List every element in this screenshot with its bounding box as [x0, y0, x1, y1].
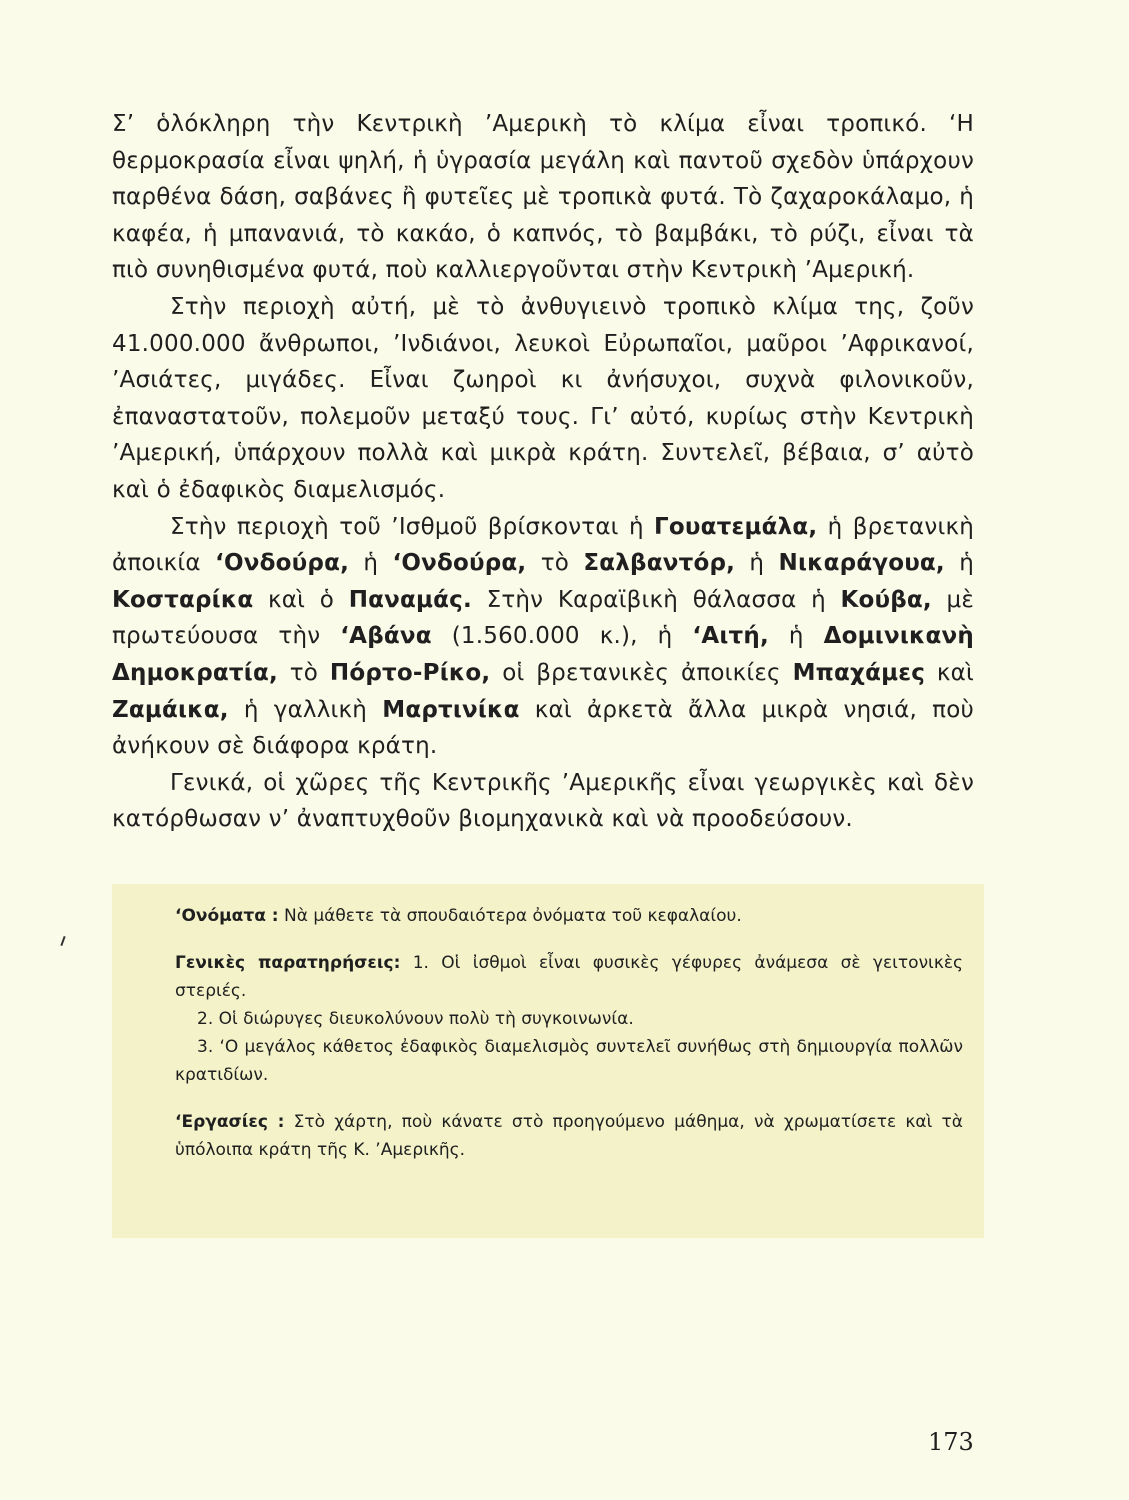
country-name: Κοσταρίκα [112, 586, 254, 613]
paragraph-text: καὶ ὁ [253, 586, 349, 613]
stray-mark [60, 936, 65, 946]
country-name: Πόρτο-Ρίκο, [329, 659, 491, 686]
exercise-box-content [175, 902, 963, 1164]
names-section [175, 902, 963, 930]
country-name: Παναμάς. [348, 586, 472, 613]
paragraph-countries [112, 509, 974, 765]
paragraph-text: ἡ [944, 550, 974, 577]
paragraph-text: Στὴν Καραϊβικὴ θάλασσα ἡ [471, 586, 841, 613]
country-name: Δομινικανὴ Δημοκρατία, [112, 623, 974, 686]
paragraph-summary: Γενικά, οἱ χῶρες τῆς Κεντρικῆς ’Αμερικῆς εἶναι γεωργικὲς καὶ δὲν κατόρθωσαν ν’ ἀναπτυχθοῦν βιομηχανικὰ καὶ νὰ προοδεύσουν. [112, 769, 974, 833]
paragraph-text: (1.560.000 κ.), ἡ [431, 623, 693, 650]
paragraph-climate: Σ’ ὁλόκληρη τὴν Κεντρικὴ ’Αμερικὴ τὸ κλίμα εἶναι τροπικό. ‘Η θερμοκρασία εἶναι ψηλή, ἡ ὑγρασία μεγάλη καὶ παντοῦ σχεδὸν ὑπάρχουν παρθένα δάση, σαβάνες ἢ φυτεῖες μὲ τροπικὰ φυτά. Τὸ ζαχαροκάλαμο, ἡ καφέα, ἡ μπανανιά, τὸ κακάο, ὁ καπνός, τὸ βαμβάκι, τὸ ρύζι, εἶναι τὰ πιὸ συνηθισμένα φυτά, ποὺ καλλιεργοῦνται στὴν Κεντρικὴ ’Αμερική. [112, 111, 974, 284]
main-text [112, 106, 974, 838]
tasks-section [175, 1108, 963, 1164]
city-name: ‘Αβάνα [340, 623, 432, 650]
paragraph-text: Στὴν περιοχὴ τοῦ ’Ισθμοῦ βρίσκονται ἡ [170, 513, 655, 540]
observations-section [175, 949, 963, 1005]
paragraph-text: τὸ [277, 659, 330, 686]
paragraph-text: οἱ βρετανικὲς ἀποικίες [490, 659, 793, 686]
paragraph-text: ἡ γαλλικὴ [228, 696, 383, 723]
paragraph-text: τὸ [526, 550, 584, 577]
country-name: ‘Αιτή, [692, 623, 769, 650]
country-name: Νικαράγουα, [778, 550, 945, 577]
paragraph-text: ἡ [735, 550, 779, 577]
names-label: ‘Ονόματα : [175, 906, 279, 926]
paragraph-text: καὶ ἀρκετὰ ἄλλα μικρὰ νησιά, ποὺ ἀνήκουν σὲ διάφορα κράτη. [112, 696, 974, 760]
paragraph-text: ἡ βρετανικὴ ἀποικία [112, 513, 974, 577]
paragraph-text: καὶ [925, 659, 974, 686]
country-name: Μαρτινίκα [382, 696, 520, 723]
observations-label: Γενικὲς παρατηρήσεις: [175, 953, 401, 973]
tasks-text: Στὸ χάρτη, ποὺ κάνατε στὸ προηγούμενο μάθημα, νὰ χρωματίσετε καὶ τὰ ὑπόλοιπα κράτη τῆς Κ. ’Αμερικῆς. [175, 1112, 964, 1160]
observation-item-2: 2. Οἱ διώρυγες διευκολύνουν πολὺ τὴ συγκοινωνία. [197, 1009, 634, 1029]
observation-item-1: 1. Οἱ ἰσθμοὶ εἶναι φυσικὲς γέφυρες ἀνάμεσα σὲ γειτονικὲς στεριές. [175, 953, 964, 1001]
observation-item-3: 3. ‘Ο μεγάλος κάθετος ἐδαφικὸς διαμελισμὸς συντελεῖ συνήθως στὴ δημιουργία πολλῶν κρατιδίων. [175, 1037, 963, 1085]
names-text: Νὰ μάθετε τὰ σπουδαιότερα ὀνόματα τοῦ κεφαλαίου. [278, 906, 742, 926]
tasks-label: ‘Εργασίες : [175, 1112, 285, 1132]
country-name: Κούβα, [840, 586, 932, 613]
exercise-box [112, 884, 984, 1238]
country-name: Ζαμάικα, [112, 696, 229, 723]
paragraph-text: ἡ [768, 623, 824, 650]
country-name: ‘Ονδούρα, [215, 550, 350, 577]
country-name: Σαλβαντόρ, [583, 550, 736, 577]
country-name: ‘Ονδούρα, [392, 550, 527, 577]
paragraph-text: μὲ πρωτεύουσα τὴν [112, 586, 974, 650]
country-name: Μπαχάμες [792, 659, 926, 686]
country-name: Γουατεμάλα, [654, 513, 818, 540]
paragraph-text: ἡ [349, 550, 393, 577]
paragraph-population: Στὴν περιοχὴ αὐτή, μὲ τὸ ἀνθυγιεινὸ τροπικὸ κλίμα της, ζοῦν 41.000.000 ἄνθρωποι, ’Ινδιάνοι, λευκοὶ Εὐρωπαῖοι, μαῦροι ’Αφρικανοί, ’Ασιάτες, μιγάδες. Εἶναι ζωηροὶ κι ἀνήσυχοι, συχνὰ φιλονικοῦν, ἐπαναστατοῦν, πολεμοῦν μεταξύ τους. Γι’ αὐτό, κυρίως στὴν Κεντρικὴ ’Αμερική, ὑπάρχουν πολλὰ καὶ μικρὰ κράτη. Συντελεῖ, βέβαια, σ’ αὐτὸ καὶ ὁ ἐδαφικὸς διαμελισμός. [112, 293, 974, 503]
page-number: 173 [928, 1428, 974, 1456]
